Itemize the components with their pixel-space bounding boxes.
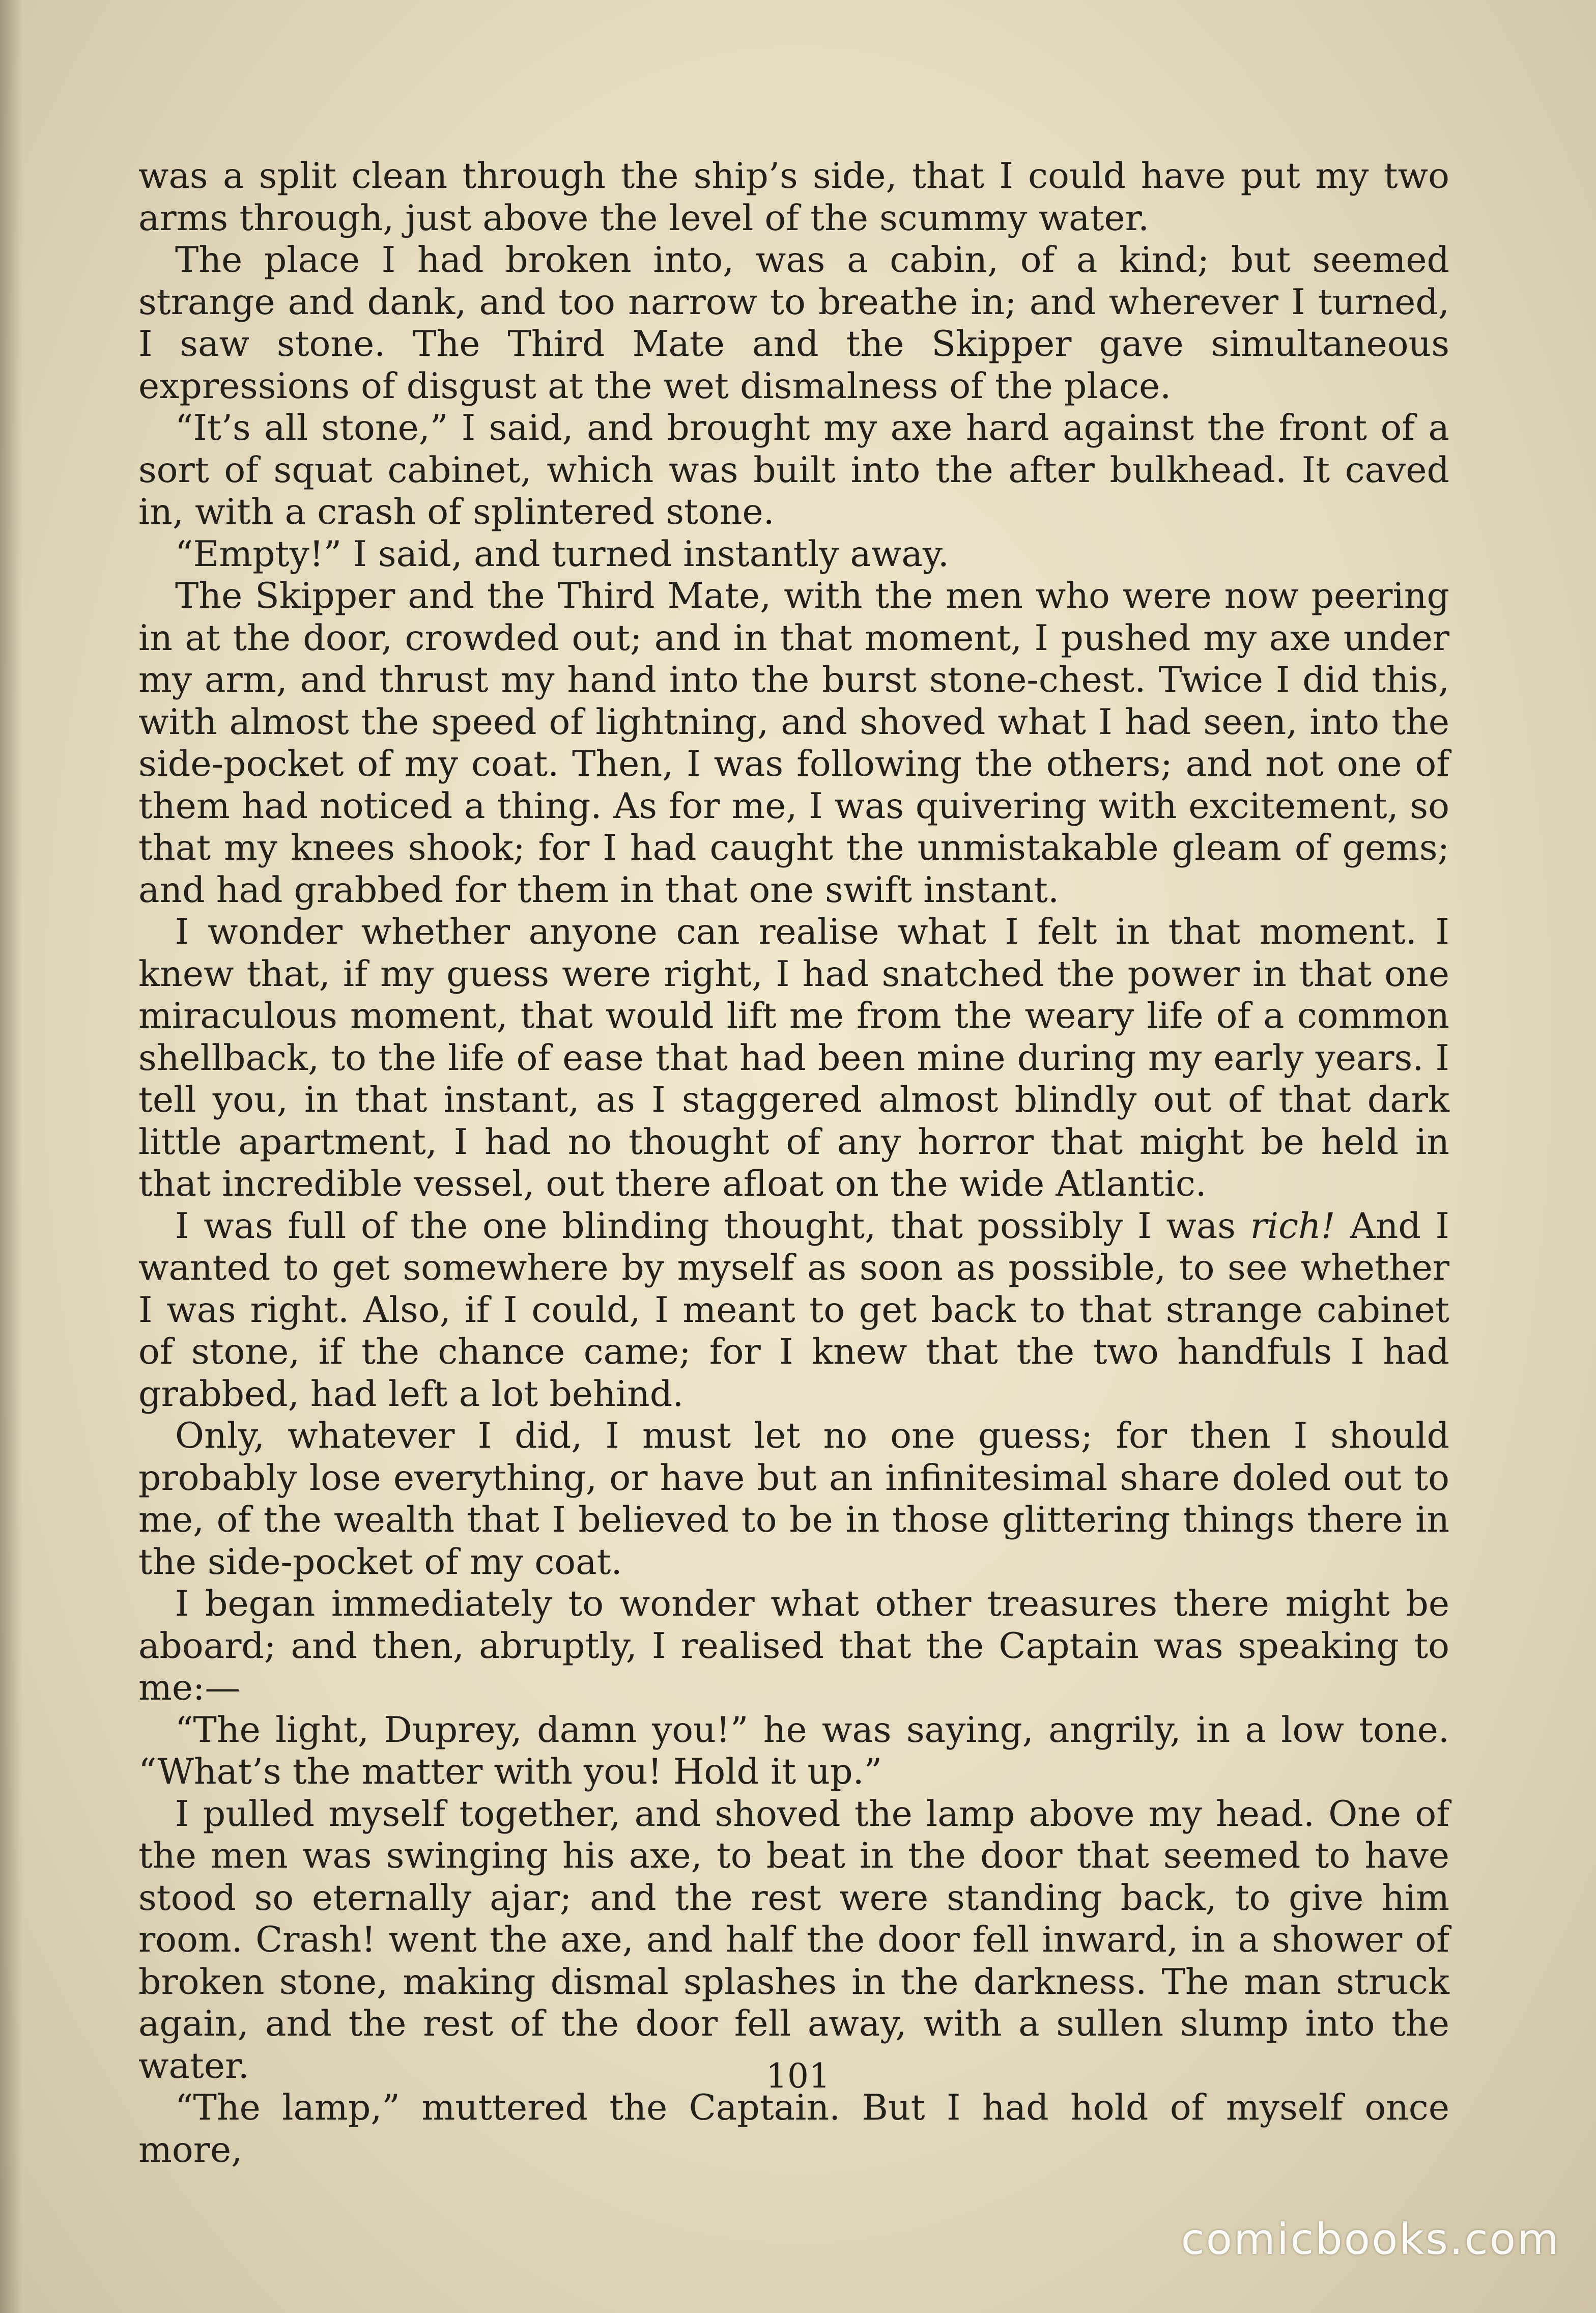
paragraph: I wonder whether anyone can realise what I felt in that moment. I knew that, if my guess were right, I had snatched the power in that one miraculous moment, that would lift me from the weary life of a common shellback, to the life of ease that had been mine during my early years. I tell you, in that instant, as I staggered almost blindly out of that dark little apartment, I had no thought of any horror that might be held in that incredible vessel, out there afloat on the wide Atlantic.	[138, 911, 1449, 1204]
paragraph: “The light, Duprey, damn you!” he was saying, angrily, in a low tone. “What’s the matter with you! Hold it up.”	[138, 1709, 1449, 1792]
paragraph-rich	[138, 1205, 1449, 1416]
paragraph: I pulled myself together, and shoved the lamp above my head. One of the men was swinging his axe, to beat in the door that seemed to have stood so eternally ajar; and the rest were standing back, to give him room. Crash! went the axe, and half the door fell inward, in a shower of broken stone, making dismal splashes in the darkness. The man struck again, and the rest of the door fell away, with a sullen slump into the water.	[138, 1793, 1449, 2086]
paragraph: “It’s all stone,” I said, and brought my axe hard against the front of a sort of squat cabinet, which was built into the after bulkhead. It caved in, with a crash of splintered stone.	[138, 407, 1449, 532]
emphasis-rich: rich!	[1250, 1205, 1335, 1247]
body-text	[138, 155, 1449, 2171]
paragraph: was a split clean through the ship’s side, that I could have put my two arms through, just above the level of the scummy water.	[138, 155, 1449, 239]
paragraph: “Empty!” I said, and turned instantly away.	[175, 533, 949, 575]
paragraph: The Skipper and the Third Mate, with the men who were now peering in at the door, crowded out; and in that moment, I pushed my axe under my arm, and thrust my hand into the burst stone-chest. Twice I did this, with almost the speed of lightning, and shoved what I had seen, into the side-pocket of my coat. Then, I was following the others; and not one of them had noticed a thing. As for me, I was quivering with excitement, so that my knees shook; for I had caught the unmistakable gleam of gems; and had grabbed for them in that one swift instant.	[138, 575, 1449, 911]
paragraph-rich-after: And I wanted to get somewhere by myself as soon as possible, to see whether I was right. Also, if I could, I meant to get back to that strange cabinet of stone, if the chance came; for I knew that the two handfuls I had grabbed, had left a lot behind.	[138, 1205, 1449, 1415]
watermark: comicbooks.com	[1181, 2214, 1560, 2264]
paragraph: Only, whatever I did, I must let no one guess; for then I should probably lose everything, or have but an infinitesimal share doled out to me, of the wealth that I believed to be in those glittering things there in the side-pocket of my coat.	[138, 1415, 1449, 1583]
paragraph: The place I had broken into, was a cabin, of a kind; but seemed strange and dank, and too narrow to breathe in; and wherever I turned, I saw stone. The Third Mate and the Skipper gave simultaneous expressions of disgust at the wet dismalness of the place.	[138, 239, 1449, 407]
paragraph-rich-before: I was full of the one blinding thought, that possibly I was	[175, 1205, 1250, 1247]
page-number: 101	[766, 2056, 830, 2096]
paragraph: I began immediately to wonder what other treasures there might be aboard; and then, abruptly, I realised that the Captain was speaking to me:—	[138, 1583, 1449, 1708]
paragraph: “The lamp,” muttered the Captain. But I had hold of myself once more,	[138, 2087, 1449, 2170]
